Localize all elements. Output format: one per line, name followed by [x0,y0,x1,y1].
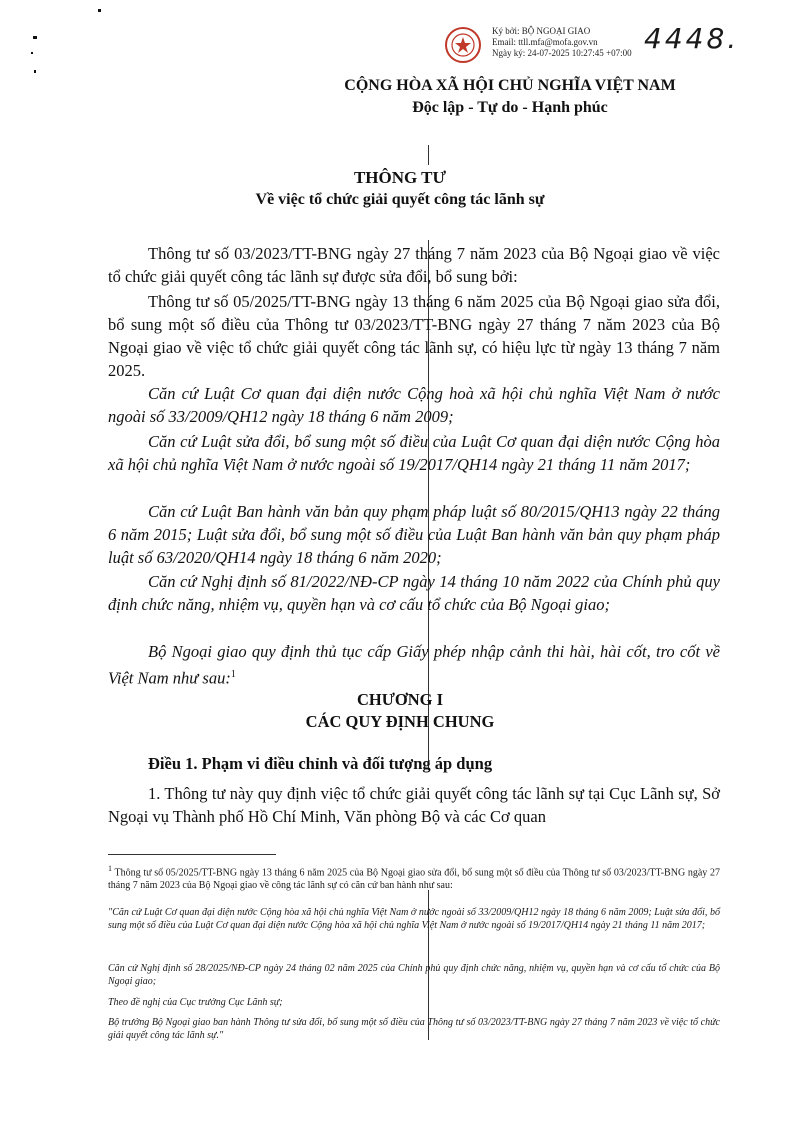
paragraph-legal-basis-4: Căn cứ Nghị định số 81/2022/NĐ-CP ngày 14 tháng 10 năm 2022 của Chính phủ quy định chức năng, nhiệm vụ, quyền hạn và cơ cấu tổ chức của Bộ Ngoại giao; [108,572,720,614]
footnote-proposal: Theo đề nghị của Cục trưởng Cục Lãnh sự; [108,997,283,1008]
footnote-1-text: Thông tư số 05/2025/TT-BNG ngày 13 tháng 6 năm 2025 của Bộ Ngoại giao sửa đổi, bổ sung một số điều của Thông tư số 03/2023/TT-BNG ngày 27 tháng 7 năm 2023 của Bộ Ngoại giao về công tác lãnh sự có căn cứ ban hành như sau: [108,867,720,892]
article-1-heading: Điều 1. Phạm vi điều chỉnh và đối tượng áp dụng [148,754,493,773]
signature-signer: Ký bởi: BỘ NGOẠI GIAO [492,26,591,36]
paragraph-amending-circular: Thông tư số 05/2025/TT-BNG ngày 13 tháng 6 năm 2025 của Bộ Ngoại giao sửa đổi, bổ sung một số điều của Thông tư 03/2023/TT-BNG ngày 27 tháng 7 năm 2023 của Bộ Ngoại giao về việc tổ chức giải quyết công tác lãnh sự, có hiệu lực từ ngày 13 tháng 7 năm 2025. [108,292,720,380]
digital-signature-block [444,24,774,64]
signature-text [492,26,632,59]
chapter-number: CHƯƠNG I [356,690,443,709]
scan-speck [33,36,37,39]
footnote-separator [108,854,276,855]
scan-speck [34,70,36,73]
paragraph-article-1-clause-1: 1. Thông tư này quy định việc tổ chức giải quyết công tác lãnh sự tại Cục Lãnh sự, Sở Ngoại vụ Thành phố Hồ Chí Minh, Văn phòng Bộ và các Cơ quan [108,784,720,826]
footnote-legal-basis-1: "Căn cứ Luật Cơ quan đại diện nước Cộng hòa xã hội chủ nghĩa Việt Nam ở nước ngoài số 33/2009/QH12 ngày 18 tháng 6 năm 2009; Luật sửa đổi, bổ sung một số điều của Luật Cơ quan đại diện nước Cộng hòa xã hội chủ nghĩa Việt Nam ở nước ngoài số 19/2017/QH14 ngày 21 tháng 11 năm 2017; [108,907,720,931]
paragraph-legal-basis-2: Căn cứ Luật sửa đổi, bổ sung một số điều của Luật Cơ quan đại diện nước Cộng hòa xã hội chủ nghĩa Việt Nam ở nước ngoài số 19/2017/QH14 ngày 21 tháng 11 năm 2017; [108,432,720,474]
national-title: CỘNG HÒA XÃ HỘI CHỦ NGHĨA VIỆT NAM [344,77,676,94]
document-subject: Về việc tổ chức giải quyết công tác lãnh sự [255,191,545,208]
paragraph-enactment [108,640,720,690]
scan-line [428,145,429,165]
paragraph-legal-basis-1: Căn cứ Luật Cơ quan đại diện nước Cộng hoà xã hội chủ nghĩa Việt Nam ở nước ngoài số 33/2009/QH12 ngày 18 tháng 6 năm 2009; [108,384,720,426]
scan-speck [31,52,33,54]
footnote-ref-1[interactable]: 1 [230,669,236,680]
footnote-enactment: Bộ trưởng Bộ Ngoại giao ban hành Thông tư sửa đổi, bổ sung một số điều của Thông tư số 03/2023/TT-BNG ngày 27 tháng 7 năm 2023 về việc tổ chức giải quyết công tác lãnh sự." [108,1017,720,1041]
footnote-1-mark: 1 [108,864,112,873]
seal-icon [444,26,482,64]
footnote-legal-basis-2: Căn cứ Nghị định số 28/2025/NĐ-CP ngày 24 tháng 02 năm 2025 của Chính phủ quy định chức năng, nhiệm vụ, quyền hạn và cơ cấu tổ chức của Bộ Ngoại giao; [108,963,720,987]
document-type: THÔNG TƯ [353,168,447,187]
signature-date: Ngày ký: 24-07-2025 10:27:45 +07:00 [492,48,632,58]
scan-speck [98,9,101,12]
paragraph-legal-basis-3: Căn cứ Luật Ban hành văn bản quy phạm pháp luật số 80/2015/QH13 ngày 22 tháng 6 năm 2015; Luật sửa đổi, bổ sung một số điều của Luật Ban hành văn bản quy phạm pháp luật số 63/2020/QH14 ngày 18 tháng 6 năm 2020; [108,502,720,567]
paragraph-enactment-text: Bộ Ngoại giao quy định thủ tục cấp Giấy phép nhập cảnh thi hài, hài cốt, tro cốt về Việt Nam như sau: [108,642,720,688]
footnote-1 [108,862,720,892]
national-motto: Độc lập - Tự do - Hạnh phúc [412,99,608,116]
paragraph-amendment-intro: Thông tư số 03/2023/TT-BNG ngày 27 tháng 7 năm 2023 của Bộ Ngoại giao về việc tổ chức giải quyết công tác lãnh sự được sửa đổi, bổ sung bởi: [108,244,720,286]
signature-email: Email: ttll.mfa@mofa.gov.vn [492,37,598,47]
handwritten-number: 4448. [644,22,740,55]
chapter-title: CÁC QUY ĐỊNH CHUNG [305,712,495,731]
